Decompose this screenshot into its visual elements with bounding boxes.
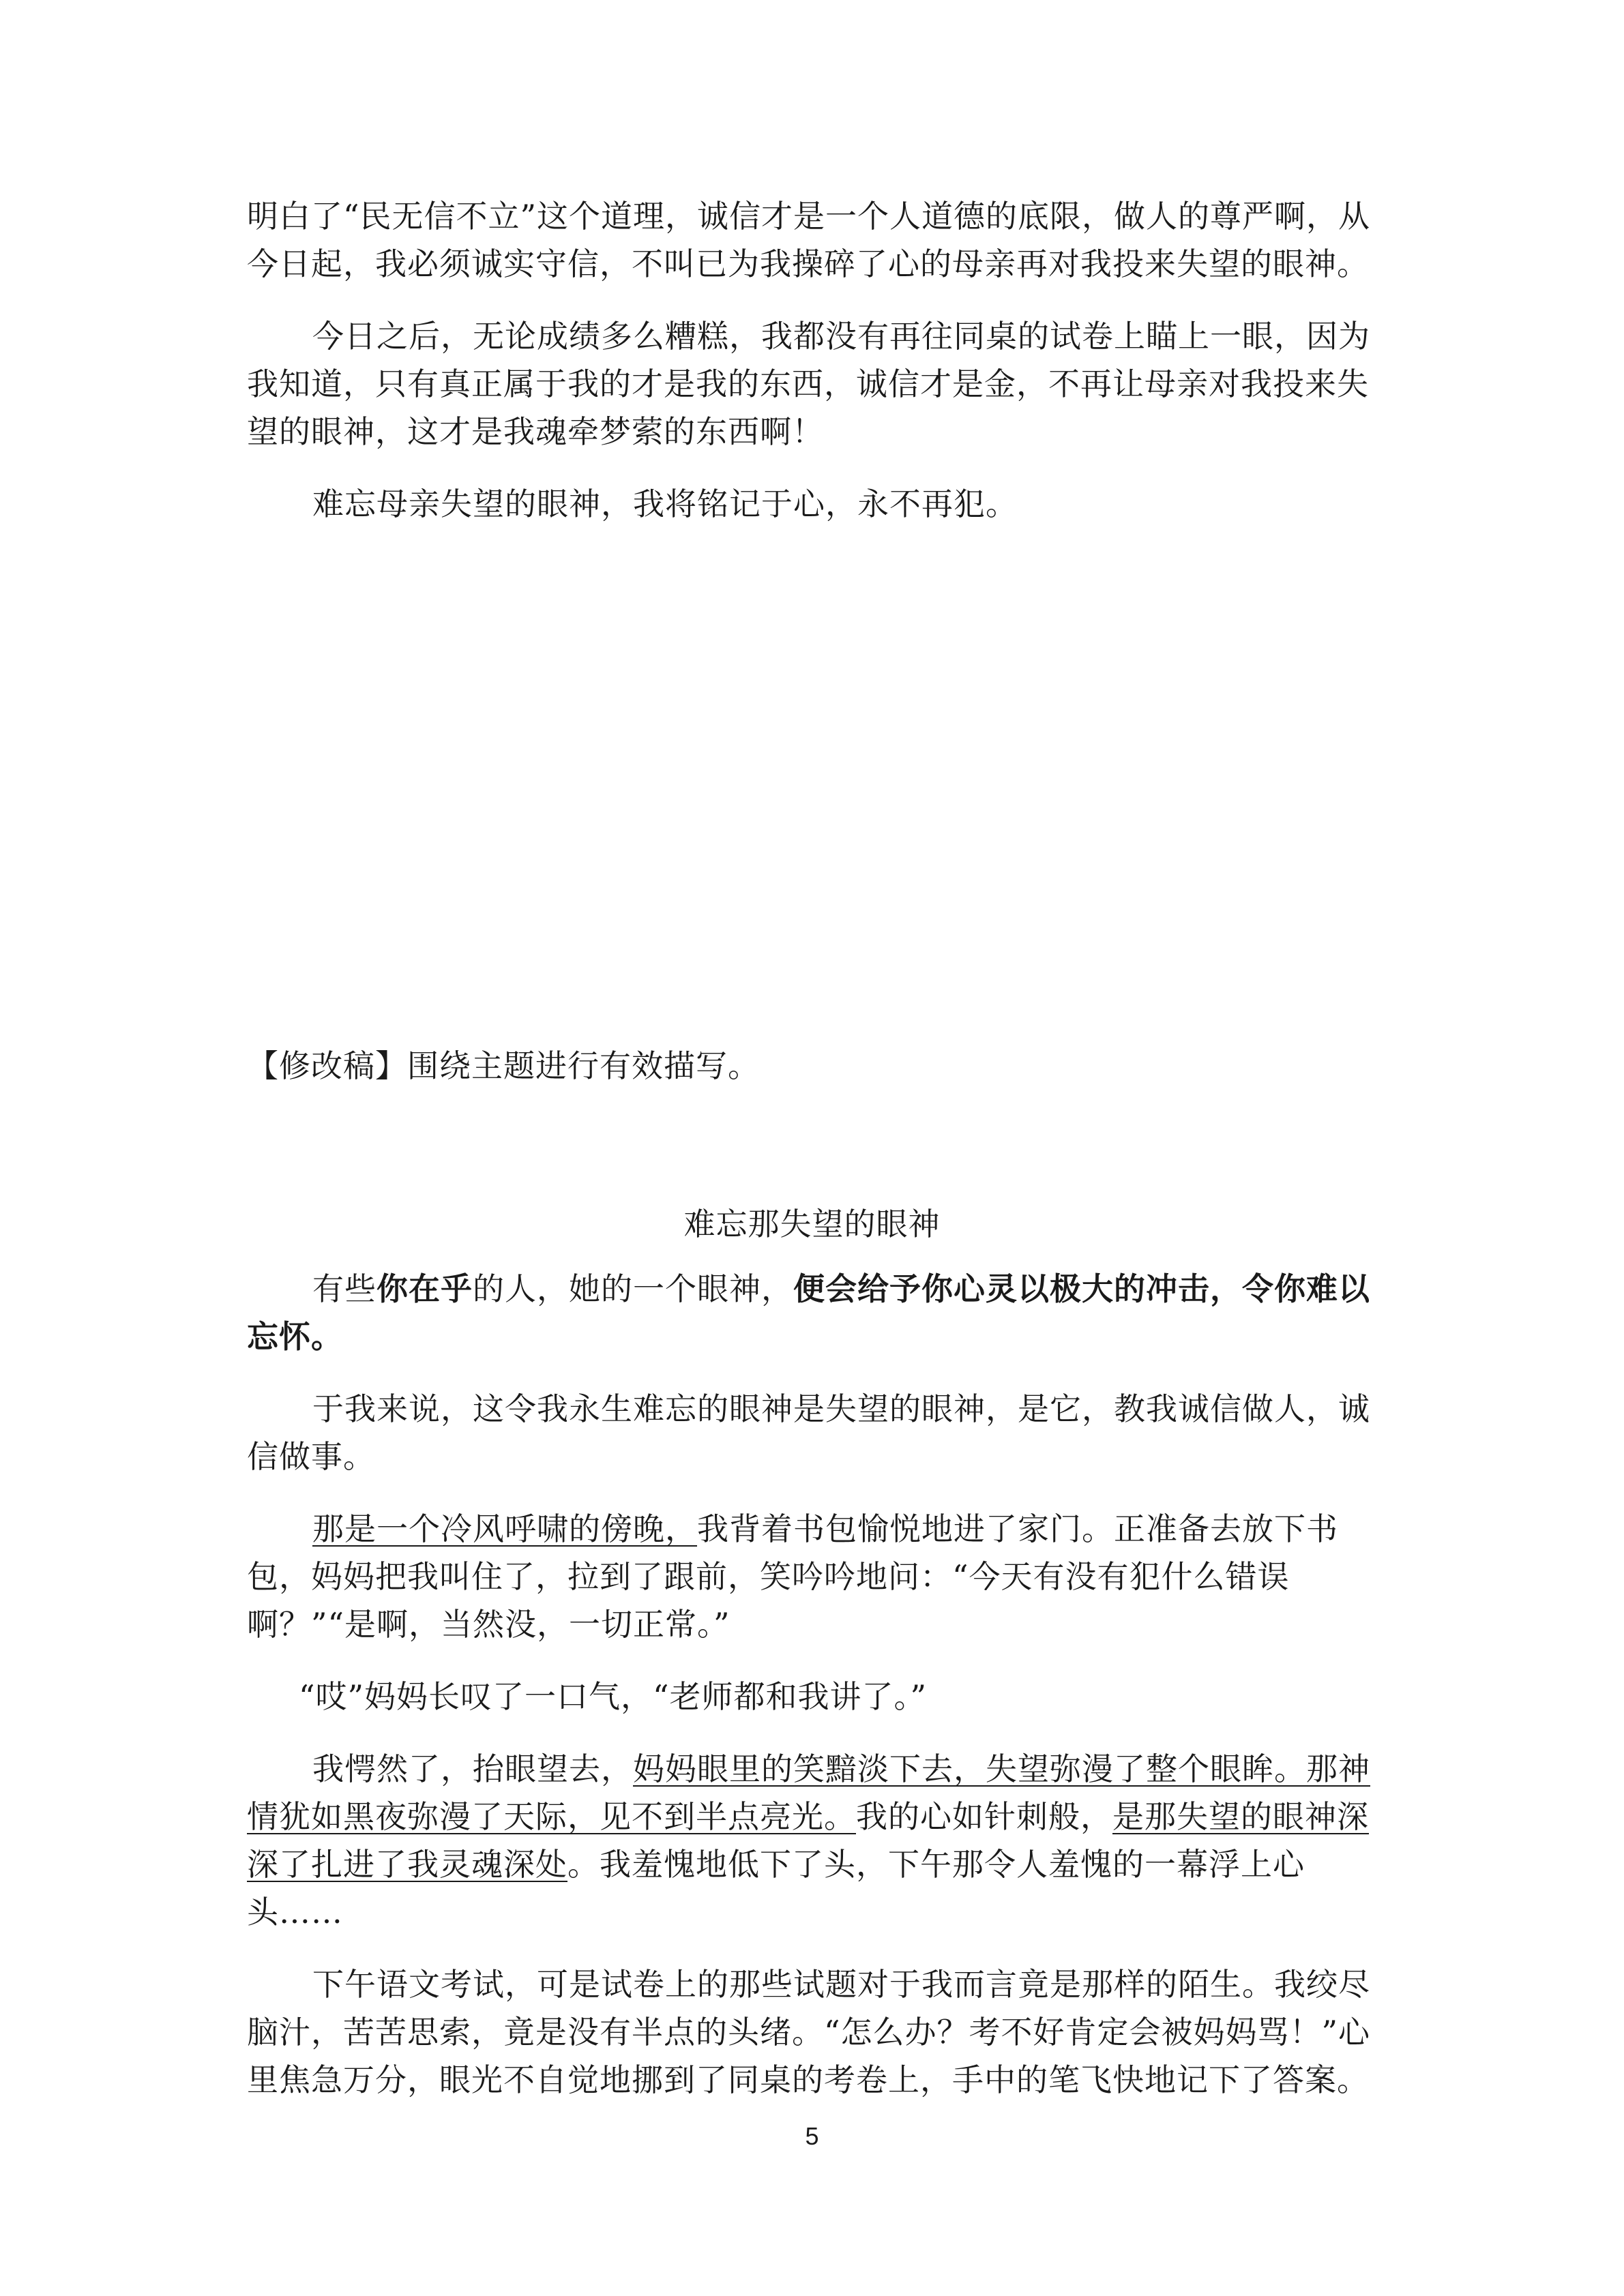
essay-body [247, 1265, 1379, 2104]
essay-title: 难忘那失望的眼神 [683, 1206, 941, 1242]
essay-paragraph-3 [247, 1505, 1379, 1648]
revision-heading-block [247, 1042, 1379, 1090]
essay-paragraph-2: 于我来说，这令我永生难忘的眼神是失望的眼神，是它，教我诚信做人，诚信做事。 [247, 1390, 1370, 1475]
paragraph-conclusion: 难忘母亲失望的眼神，我将铭记于心，永不再犯。 [312, 486, 1018, 522]
essay-paragraph-5 [247, 1745, 1379, 1936]
essay-paragraph-1 [247, 1265, 1379, 1360]
essay-p5-text-a: 我愕然了，抬眼望去， [312, 1750, 633, 1787]
essay-p3-text: 我背着书包愉悦地进了家门。正准备去放下书包，妈妈把我叫住了，拉到了跟前，笑吟吟地问：“今天有没有犯什么错误啊？”“是啊，当然没，一切正常。” [247, 1510, 1338, 1643]
essay-p5-underlined-a: 妈妈眼里的笑黯淡下去，失望弥漫了整个眼眸。那神情犹如黑夜弥漫了天际，见不到半点亮光。 [247, 1750, 1370, 1835]
page-number: 5 [805, 2122, 819, 2150]
essay-p1-bold-b: 便会给予你心灵以极大的冲击，令你难以忘怀。 [247, 1270, 1370, 1355]
essay-p3-underlined: 那是一个冷风呼啸的傍晚， [312, 1510, 697, 1547]
top-section [247, 192, 1379, 528]
revision-heading: 【修改稿】围绕主题进行有效描写。 [247, 1047, 760, 1084]
essay-p1-text-a: 有些 [312, 1270, 377, 1307]
essay-p5-text-b: 我的心如针刺般， [856, 1798, 1112, 1835]
essay-p1-text-b: 的人，她的一个眼神， [473, 1270, 793, 1307]
essay-paragraph-4: “哎”妈妈长叹了一口气，“老师都和我讲了。” [299, 1678, 928, 1715]
essay-p1-bold-a: 你在乎 [377, 1270, 473, 1307]
paragraph-after-today: 今日之后，无论成绩多么糟糕，我都没有再往同桌的试卷上瞄上一眼，因为我知道，只有真正属于我的才是我的东西，诚信才是金，不再让母亲对我投来失望的眼神，这才是我魂牵梦萦的东西啊！ [247, 318, 1370, 450]
paragraph-continuation: 明白了“民无信不立”这个道理，诚信才是一个人道德的底限，做人的尊严啊，从今日起，我必须诚实守信，不叫已为我操碎了心的母亲再对我投来失望的眼神。 [247, 198, 1371, 282]
essay-p5-underlined-b: 是那失望的眼神深深了扎进了我灵魂深处 [247, 1798, 1369, 1883]
essay-paragraph-6: 下午语文考试，可是试卷上的那些试题对于我而言竟是那样的陌生。我绞尽脑汁，苦苦思索，竟是没有半点的头绪。“怎么办？考不好肯定会被妈妈骂！”心里焦急万分，眼光不自觉地挪到了同桌的考卷上，手中的笔飞快地记下了答案。 [247, 1966, 1371, 2098]
essay-p5-text-c: 。我羞愧地低下了头，下午那令人羞愧的一幕浮上心头…… [247, 1846, 1305, 1930]
